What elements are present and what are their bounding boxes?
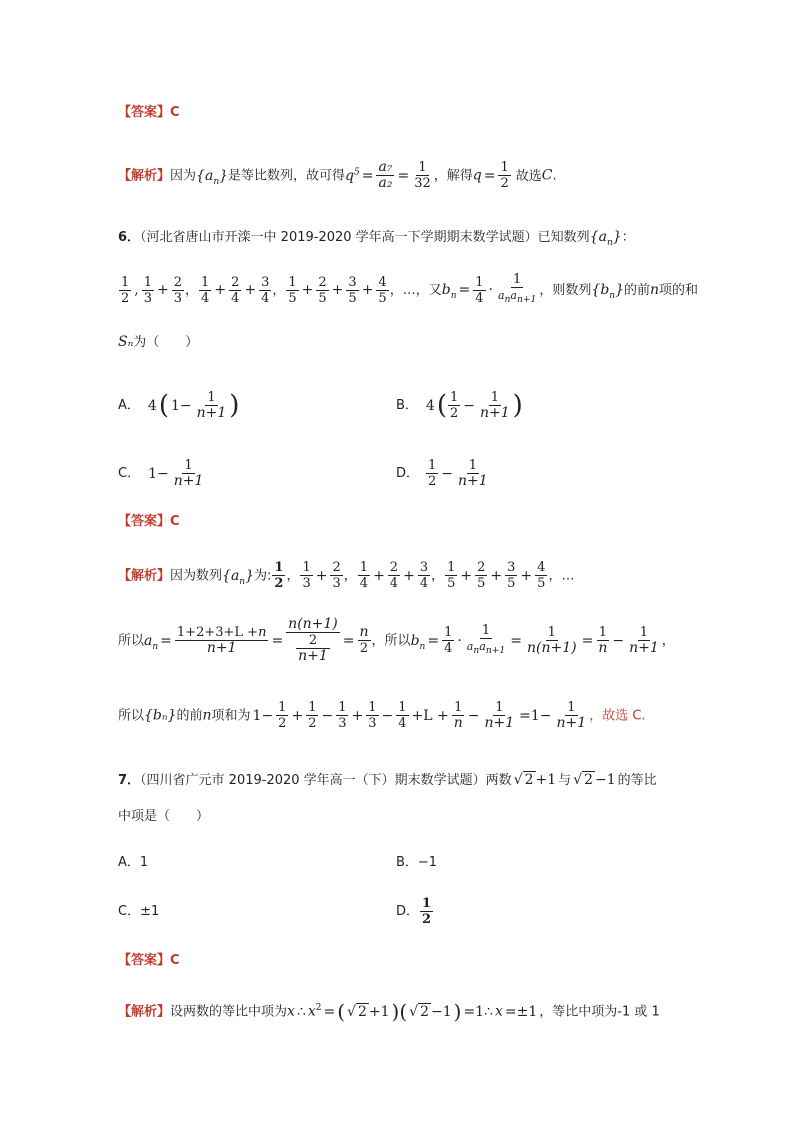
q5-answer-line xyxy=(118,102,684,123)
q6-analysis-line2: 所以$a_n$ = $\frac{1+2+3+L +n}{n+1}$ = $\frac{\frac{n(n+1)}{2}}{n+1}$ = $\frac{n}{2}$ ，所以$b_n$ = $\frac{1}{4}$ · $\frac{1}{a_na_{n+1}}$ = $\frac{1}{n(n+1)}$ = $\frac{1}{n}$ − $\frac{1}{n+1}$ ， xyxy=(118,616,675,664)
q7-option-d[interactable]: D． $\frac{1}{2}$ xyxy=(396,896,432,927)
q7-stem-line1: 7．（四川省广元市 2019-2020 学年高一（下）期末数学试题）两数 √ 2 +1 与 √ 2 −1 的等比 xyxy=(118,772,657,788)
analysis-tag: 【解析】 xyxy=(118,168,171,184)
q6-option-c[interactable]: C． 1− $\frac{1}{n+1}$ xyxy=(118,458,204,489)
q7-option-a[interactable]: A．1 xyxy=(118,855,149,870)
frac-1-2: $\frac{1}{2}$ xyxy=(500,160,509,191)
q7-stem-line2: 中项是（ ） xyxy=(118,809,210,824)
q6-analysis-line3: 所以{bₙ}的前n项和为 1− $\frac{1}{2}$ + $\frac{1}{2}$ − $\frac{1}{3}$ + $\frac{1}{3}$ − $\frac{1}{4}$ +L + $\frac{1}{n}$ − $\frac{1}{n+1}$ =1− $\frac{1}{n+1}$ ，故选 C. xyxy=(118,700,646,731)
q7-option-c[interactable]: C．±1 xyxy=(118,904,160,919)
q7-answer-line: 【答案】C xyxy=(118,953,180,968)
q6-stem-line3: Sₙ为（ ） xyxy=(118,334,199,350)
frac-1-32: $\frac{1}{32}$ xyxy=(414,160,431,191)
frac-a7-a2: $\frac{\text{a₇}}{\text{a₂}}$ xyxy=(378,159,393,191)
q6-answer-value: C xyxy=(170,514,180,529)
q6-source: （河北省唐山市开滦一中 2019-2020 学年高一下学期期末数学试题） xyxy=(140,230,538,245)
q7-source: （四川省广元市 2019-2020 学年高一（下）期末数学试题） xyxy=(140,773,486,788)
q7-option-b[interactable]: B．−1 xyxy=(396,855,438,870)
q6-option-d[interactable]: D． $\frac{1}{2}$ − $\frac{1}{n+1}$ xyxy=(396,458,488,489)
q5-analysis-line: 【解析】因为$\{a_n\}$是等比数列，故可得$q^5$ = $\frac{\text{a₇}}{\text{a₂}}$ = $\frac{1}{32}$ ，解得q = $\frac{1}{2}$ 故选C. xyxy=(118,159,557,191)
seq-an: $\{a_n\}$ xyxy=(196,167,229,187)
q7-answer-value: C xyxy=(170,953,180,968)
q6-option-a[interactable]: A． 4( 1− $\frac{1}{n+1}$ ) xyxy=(118,390,240,421)
q6-stem-line2: $\frac{1}{2}$ , $\frac{1}{3}$ + $\frac{2}{3}$ ， $\frac{1}{4}$ + $\frac{2}{4}$ + $\frac{3}{4}$ ， $\frac{1}{5}$ + $\frac{2}{5}$ + $\frac{3}{5}$ + $\frac{4}{5}$ ，…，又$b_n$ = $\frac{1}{4}$ · $\frac{1}{a_na_{n+1}}$ ，则数列$\{b_n\}$的前n项的和 xyxy=(121,272,699,306)
q6-option-b[interactable]: B． 4( $\frac{1}{2}$ − $\frac{1}{n+1}$ ) xyxy=(396,390,523,421)
answer-value: C xyxy=(170,105,180,120)
answer-tag: 【答案】 xyxy=(118,105,171,120)
q6-stem-line1: 6．（河北省唐山市开滦一中 2019-2020 学年高一下学期期末数学试题）已知数列$\{a_n\}$： xyxy=(118,229,635,248)
q6-answer-line: 【答案】C xyxy=(118,514,180,529)
q6-analysis-line1: 【解析】因为数列$\{a_n\}$为: $\frac{1}{2}$ ， $\frac{1}{3}$ + $\frac{2}{3}$ ， $\frac{1}{4}$ + $\frac{2}{4}$ + $\frac{3}{4}$ ， $\frac{1}{5}$ + $\frac{2}{5}$ + $\frac{3}{5}$ + $\frac{4}{5}$ ，… xyxy=(118,560,575,591)
q7-analysis-line: 【解析】设两数的等比中项为x ∴ $x^2$ = ( √ 2 +1 )( √ 2 −1 ) =1∴ x =±1 ，等比中项为-1 或 1 xyxy=(118,999,660,1024)
